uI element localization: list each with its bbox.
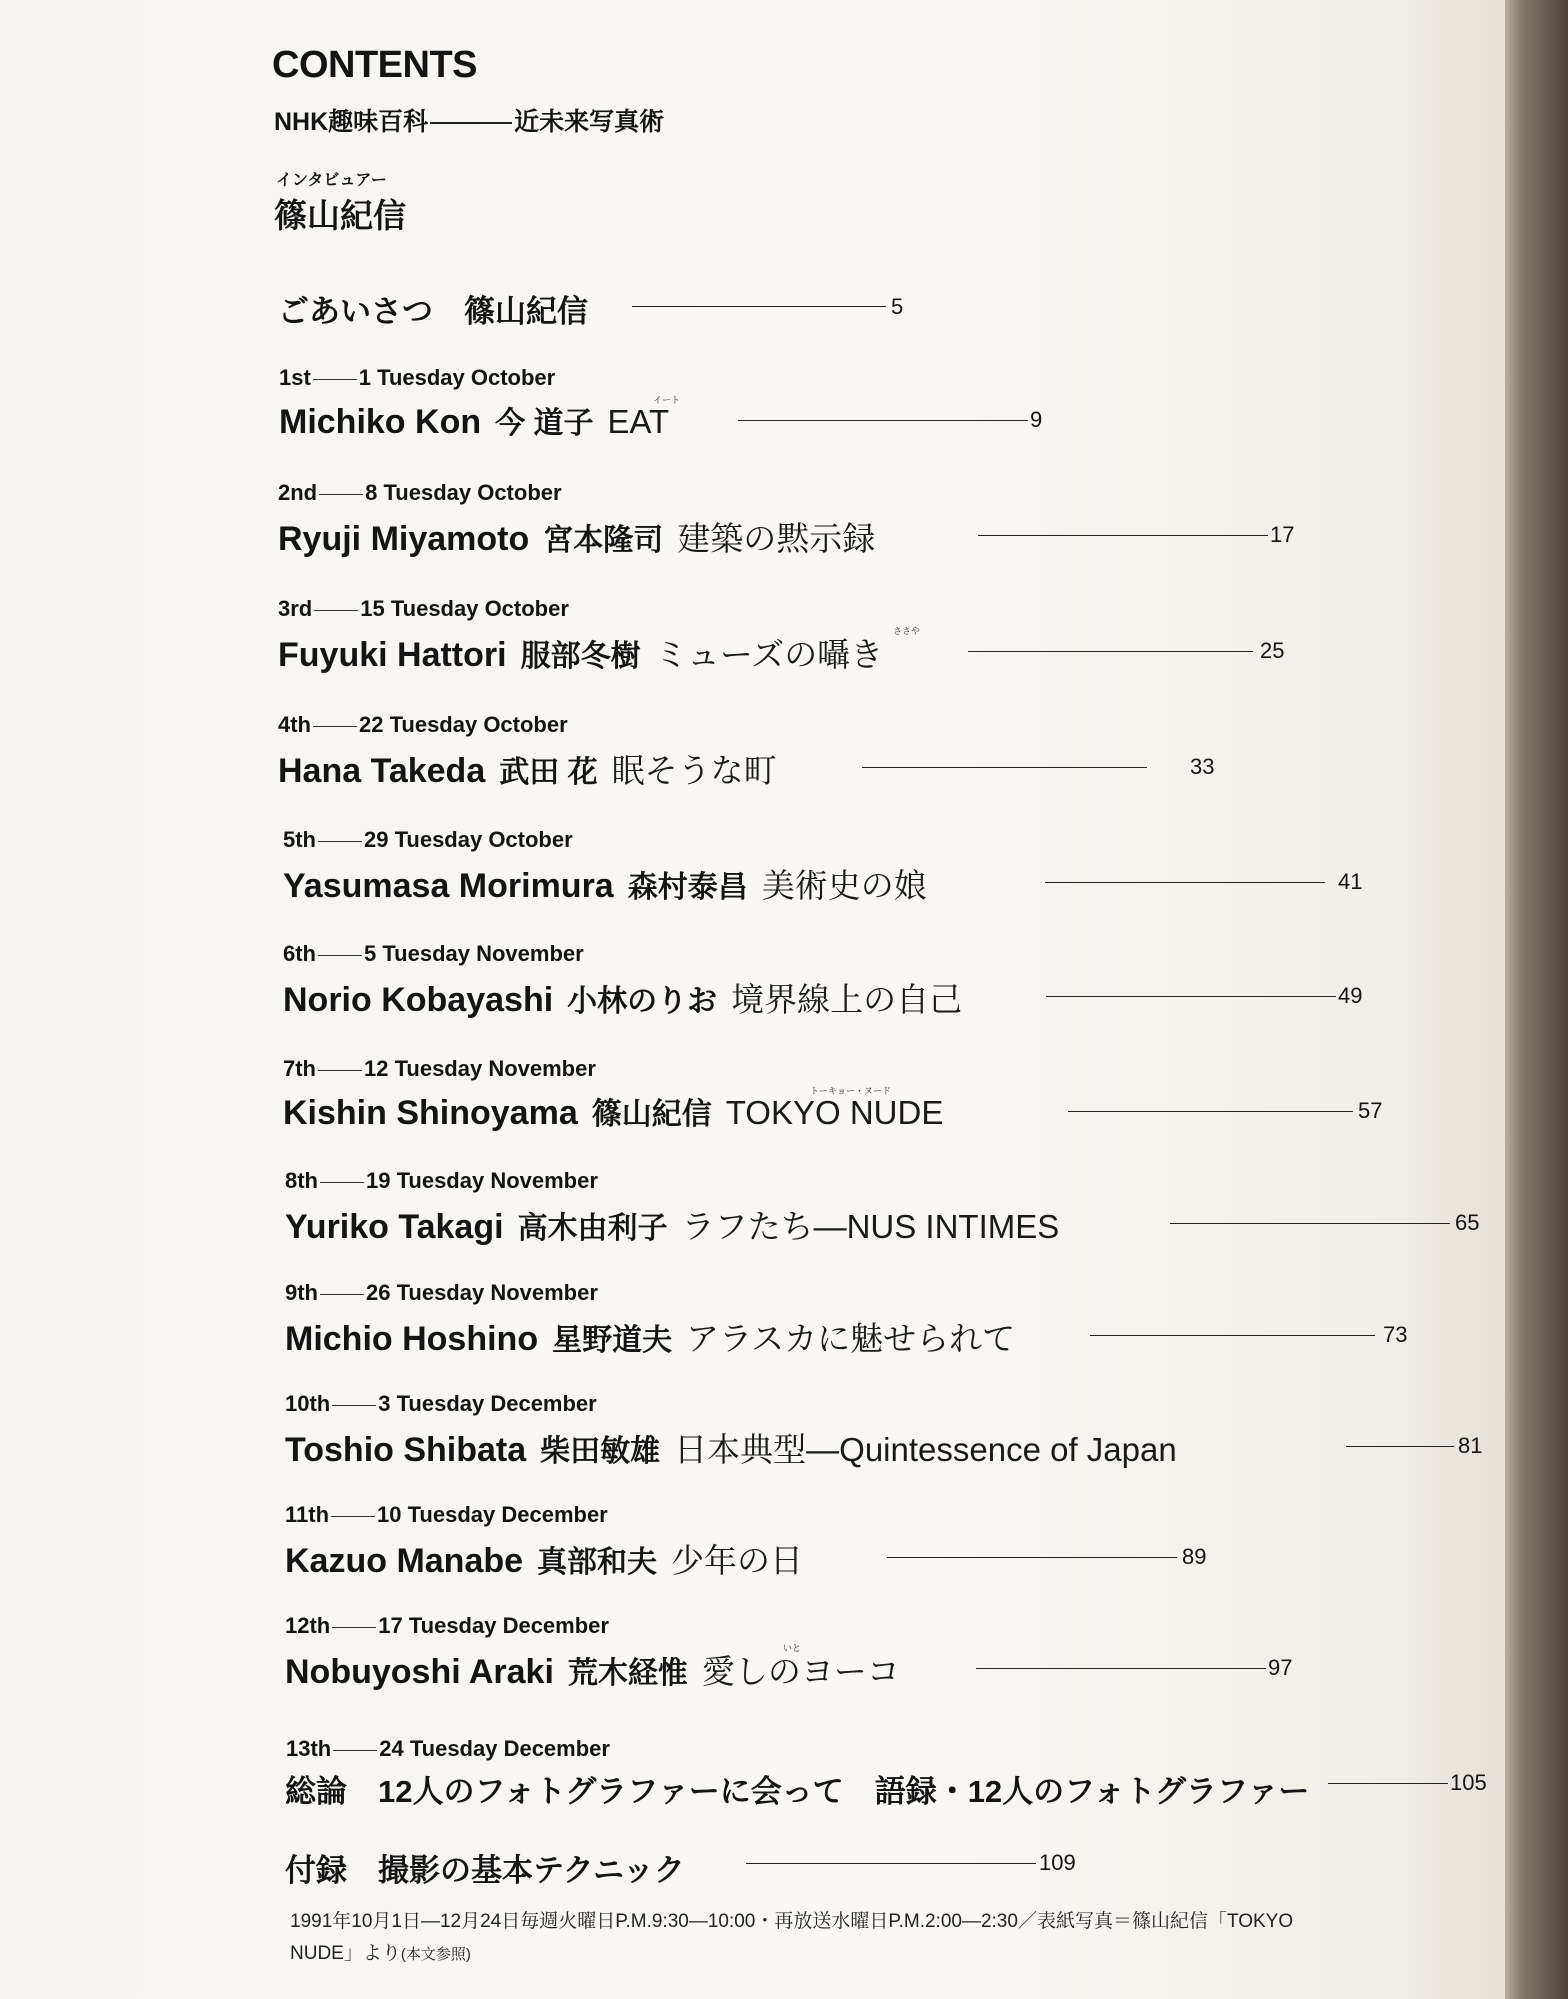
episode-ordinal: 12th (285, 1613, 331, 1638)
episode-ordinal: 9th (285, 1280, 318, 1305)
series-title (274, 102, 664, 138)
episode-entry (285, 1313, 1015, 1360)
episode-dateline (283, 1056, 596, 1082)
leader-line (1346, 1446, 1454, 1447)
page-number: 109 (1039, 1850, 1076, 1875)
work-title: 建築の黙示録 (677, 520, 876, 557)
episode-date: 15 Tuesday October (360, 596, 569, 621)
leader-line (632, 306, 886, 307)
episode-ordinal: 10th (285, 1391, 331, 1416)
appendix-label: 付録 撮影の基本テクニック (285, 1853, 685, 1888)
episode-date: 1 Tuesday October (358, 365, 556, 390)
work-title: 眠そうな町 (611, 752, 777, 789)
photographer-name-en: Nobuyoshi Araki (285, 1653, 554, 1691)
broadcast-info-line1: 1991年10月1日—12月24日毎週火曜日P.M.9:30—10:00・再放送水曜日P.M.2:00—2:30／表紙写真＝篠山紀信「TOKYO (290, 1911, 1294, 1932)
page-number: 41 (1338, 869, 1363, 894)
page-number: 81 (1458, 1433, 1483, 1458)
episode-dateline (285, 1168, 598, 1194)
episode-entry (278, 745, 777, 792)
leader-line (746, 1863, 1036, 1864)
page-number: 73 (1383, 1322, 1408, 1347)
greeting-label: ごあいさつ 篠山紀信 (278, 294, 588, 329)
episode-entry (278, 513, 875, 560)
footer-note: (本文参照) (400, 1946, 471, 1963)
work-title: ラフたち—NUS INTIMES (681, 1208, 1060, 1245)
episode-date: 19 Tuesday November (366, 1168, 598, 1193)
episode-ordinal: 8th (285, 1168, 318, 1193)
work-title: 愛しのヨーコ (701, 1653, 900, 1690)
photographer-name-en: Michiko Kon (279, 403, 482, 441)
episode-dateline (278, 712, 568, 738)
episode-date: 12 Tuesday November (364, 1056, 596, 1081)
work-title: アラスカに魅せられて (686, 1320, 1016, 1357)
episode-entry (279, 398, 669, 442)
work-title: ミューズの囁き (654, 636, 884, 673)
page-title: CONTENTS (272, 44, 477, 86)
episode-dateline (283, 827, 573, 853)
leader-line (738, 420, 1028, 421)
photographer-name-jp: 荒木経惟 (567, 1657, 688, 1690)
photographer-name-en: Yuriko Takagi (285, 1208, 504, 1246)
photographer-name-en: Ryuji Miyamoto (278, 520, 530, 558)
photographer-name-jp: 武田 花 (499, 756, 598, 789)
ruby-annotation: イート (653, 395, 681, 405)
episode-date: 17 Tuesday December (378, 1613, 609, 1638)
episode-date: 5 Tuesday November (364, 941, 584, 966)
photographer-name-jp: 高木由利子 (517, 1212, 668, 1245)
episode-entry (283, 974, 962, 1021)
page-number: 57 (1358, 1098, 1383, 1123)
photographer-name-jp: 真部和夫 (537, 1546, 658, 1579)
page-number: 49 (1338, 983, 1363, 1008)
photographer-name-en: Fuyuki Hattori (278, 636, 507, 674)
leader-line (1068, 1111, 1353, 1112)
photographer-name-jp: 宮本隆司 (543, 524, 664, 557)
photographer-name-jp: 服部冬樹 (520, 640, 641, 673)
leader-line (978, 535, 1268, 536)
photographer-name-jp: 柴田敏雄 (540, 1435, 661, 1468)
interviewer-name: 篠山紀信 (274, 197, 406, 234)
episode-entry (283, 860, 927, 907)
page-number: 9 (1030, 407, 1043, 432)
episode-entry (285, 1646, 900, 1693)
episode-dateline (286, 1736, 610, 1762)
work-title: TOKYO NUDE (725, 1094, 944, 1131)
episode-ordinal: 11th (285, 1502, 330, 1527)
leader-line (1046, 996, 1336, 997)
photographer-name-en: Yasumasa Morimura (283, 867, 614, 905)
episode-ordinal: 1st (279, 365, 311, 390)
page-number: 33 (1190, 754, 1215, 779)
series-left: NHK趣味百科 (274, 108, 429, 136)
leader-line (1328, 1783, 1448, 1784)
episode-date: 22 Tuesday October (359, 712, 568, 737)
episode-ordinal: 4th (278, 712, 311, 737)
episode-entry (285, 1201, 1059, 1248)
leader-line (968, 651, 1253, 652)
interviewer-label: インタビュアー (276, 172, 387, 189)
ruby-annotation: いと (783, 1643, 802, 1653)
ruby-annotation: トーキョー・ヌード (810, 1086, 892, 1096)
episode-date: 26 Tuesday November (366, 1280, 598, 1305)
series-right: 近未来写真術 (514, 108, 665, 136)
episode-dateline (278, 596, 569, 622)
page-number: 5 (891, 294, 904, 319)
footer-text: NUDE」より (290, 1943, 401, 1964)
ruby-annotation: ささや (893, 626, 921, 636)
leader-line (1170, 1223, 1450, 1224)
summary-label: 総論 12人のフォトグラファーに会って 語録・12人のフォトグラファー (285, 1774, 1310, 1809)
episode-date: 29 Tuesday October (364, 827, 573, 852)
episode-dateline (279, 365, 555, 391)
photographer-name-jp: 星野道夫 (552, 1324, 673, 1357)
page-number: 65 (1455, 1210, 1480, 1235)
page-number: 97 (1268, 1655, 1293, 1680)
episode-ordinal: 3rd (278, 596, 313, 621)
photographer-name-jp: 今 道子 (495, 407, 594, 440)
work-title: 美術史の娘 (761, 867, 927, 904)
episode-dateline (278, 480, 562, 506)
page-number: 17 (1270, 522, 1295, 547)
episode-dateline (283, 941, 584, 967)
page-number: 89 (1182, 1544, 1207, 1569)
episode-ordinal: 6th (283, 941, 316, 966)
photographer-name-jp: 篠山紀信 (591, 1098, 712, 1131)
work-title: 日本典型—Quintessence of Japan (674, 1431, 1177, 1468)
episode-ordinal: 13th (286, 1736, 332, 1761)
episode-dateline (285, 1502, 608, 1528)
work-title: EAT (607, 403, 670, 440)
photographer-name-en: Norio Kobayashi (283, 981, 554, 1019)
work-title: 境界線上の自己 (731, 981, 963, 1018)
leader-line (976, 1668, 1266, 1669)
episode-entry (278, 629, 883, 676)
episode-entry (285, 1424, 1177, 1471)
episode-dateline (285, 1613, 609, 1639)
broadcast-info-line2 (290, 1938, 471, 1965)
photographer-name-en: Toshio Shibata (285, 1431, 527, 1469)
episode-ordinal: 5th (283, 827, 316, 852)
leader-line (1090, 1335, 1375, 1336)
leader-line (1045, 882, 1325, 883)
episode-date: 8 Tuesday October (365, 480, 562, 505)
photographer-name-en: Kazuo Manabe (285, 1542, 524, 1580)
page-number: 25 (1260, 638, 1285, 663)
leader-line (887, 1557, 1177, 1558)
episode-entry (285, 1535, 803, 1582)
episode-date: 24 Tuesday December (379, 1736, 610, 1761)
episode-date: 3 Tuesday December (378, 1391, 597, 1416)
page-number: 105 (1450, 1770, 1487, 1795)
photographer-name-en: Kishin Shinoyama (283, 1094, 578, 1132)
episode-ordinal: 7th (283, 1056, 316, 1081)
episode-date: 10 Tuesday December (377, 1502, 608, 1527)
photographer-name-jp: 小林のりお (567, 985, 718, 1018)
photographer-name-en: Hana Takeda (278, 752, 486, 790)
episode-dateline (285, 1280, 598, 1306)
book-spine-shadow (1505, 0, 1568, 1999)
episode-ordinal: 2nd (278, 480, 318, 505)
episode-dateline (285, 1391, 597, 1417)
photographer-name-jp: 森村泰昌 (627, 871, 748, 904)
work-title: 少年の日 (671, 1542, 804, 1579)
photographer-name-en: Michio Hoshino (285, 1320, 539, 1358)
leader-line (862, 767, 1147, 768)
